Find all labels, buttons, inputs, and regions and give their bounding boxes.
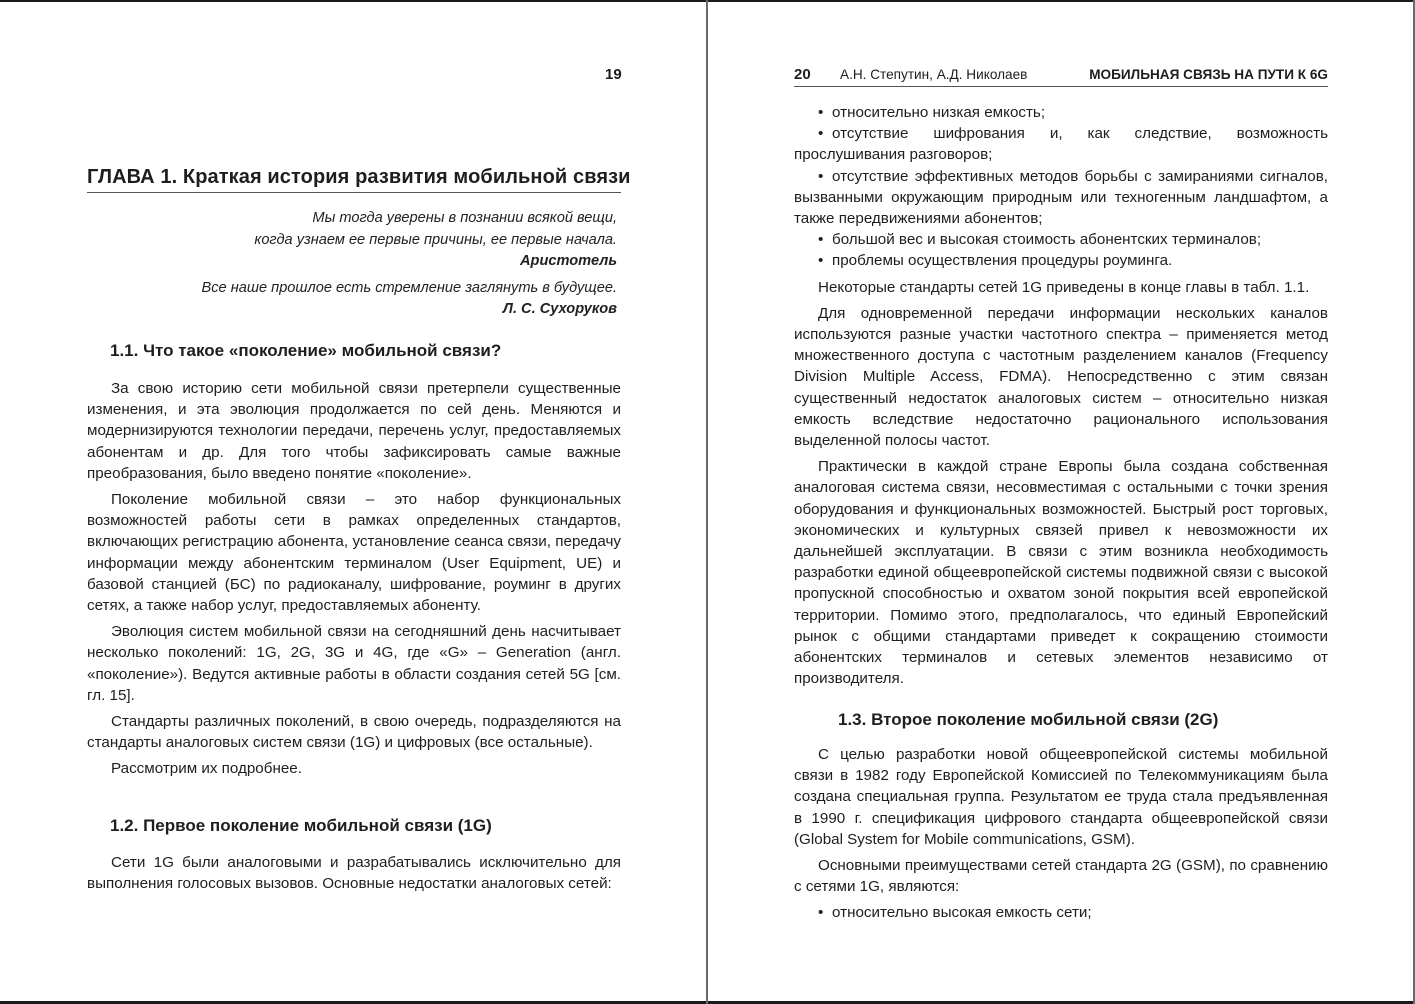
bullet-icon: • <box>818 104 824 121</box>
paragraph: С целью разработки новой общеевропейской системы мобильной связи в 1982 году Европейской Комиссией по Телекоммуникациям была создана специальная группа. Результатом ее труда стала предъявленная в 1990 г. спецификация цифрового стандарта общеевропейской связи (Global System for Mobile communications, GSM). <box>794 746 1328 848</box>
section-heading-1-3: 1.3. Второе поколение мобильной связи (2G) <box>838 710 1219 729</box>
page-number: 20 <box>794 66 811 83</box>
paragraph: Некоторые стандарты сетей 1G приведены в конце главы в табл. 1.1. <box>818 278 1310 296</box>
chapter-title: ГЛАВА 1. Краткая история развития мобильной связи <box>87 166 621 193</box>
bullet-icon: • <box>818 167 824 185</box>
bullet-text: относительно высокая емкость сети; <box>832 904 1092 922</box>
bullet-icon: • <box>818 231 824 249</box>
paragraph: За свою историю сети мобильной связи претерпели существенные изменения, и эта эволюция продолжается по сей день. Меняются и модернизируются технологии передачи, перечень услуг, предоставляемых абонентам и др. Для того чтобы зафиксировать самые важные преобразования, было введено понятие «поколение». <box>87 380 621 482</box>
bullet-item <box>794 902 1328 923</box>
section-1-3-body <box>794 744 1328 924</box>
bullet-icon: • <box>818 125 824 143</box>
paragraph: Рассмотрим их подробнее. <box>111 760 302 778</box>
section-heading-1-1: 1.1. Что такое «поколение» мобильной связи? <box>110 341 502 360</box>
epigraph-line: Все наше прошлое есть стремление заглянуть в будущее. <box>201 279 617 296</box>
bullet-item <box>794 250 1328 271</box>
paragraph: Стандарты различных поколений, в свою очередь, подразделяются на стандарты аналоговых систем связи (1G) и цифровых (все остальные). <box>87 713 621 752</box>
paragraph: Эволюция систем мобильной связи на сегодняшний день насчитывает несколько поколений: 1G, 2G, 3G и 4G, где «G» – Generation (англ. «поколение»). Ведутся активные работы в области создания сетей 5G [см. гл. 15]. <box>87 623 621 704</box>
paragraph: Поколение мобильной связи – это набор функциональных возможностей работы сети в рамках определенных стандартов, включающих регистрацию абонента, установление сеанса связи, передачу информации между абонентским терминалом (User Equipment, UE) и базовой станцией (БС) по радиоканалу, шифрование, роуминг в других сетях, а также набор услуг, предоставляемых абоненту. <box>87 491 621 615</box>
section-1-2-continued <box>794 102 1328 694</box>
epigraph-author: Л. С. Сухоруков <box>502 301 617 317</box>
paragraph: Для одновременной передачи информации нескольких каналов используются разные участки частотного спектра – применяется метод множественного доступа с частотным разделением каналов (Frequency Division Multiple Access, FDMA). Непосредственно с этим связан существенный недостаток аналоговых систем – относительно низкая емкость вследствие недостаточно рационального использования выделенной полосы частот. <box>794 304 1328 450</box>
page-number: 19 <box>605 66 622 83</box>
epigraph-line: когда узнаем ее первые причины, ее первые начала. <box>254 231 617 248</box>
bullet-text: проблемы осуществления процедуры роуминга. <box>832 252 1173 270</box>
paragraph: Сети 1G были аналоговыми и разрабатывались исключительно для выполнения голосовых вызовов. Основные недостатки аналоговых сетей: <box>87 854 621 893</box>
bullet-icon: • <box>818 904 824 922</box>
bullet-item <box>794 123 1328 165</box>
paragraph: Практически в каждой стране Европы была создана собственная аналоговая система связи, несовместимая с остальными с точки зрения оборудования и функциональных возможностей. Быстрый рост торговых, экономических и культурных связей привел к невозможности их дальнейшей эксплуатации. В связи с этим возникла необходимость разработки единой общеевропейской системы подвижной связи с высокой пропускной способностью и охватом зоной покрытия всей европейской территории. Помимо этого, предполагалось, что единый Европейский рынок с общими стандартами приведет к сокращению стоимости абонентских терминалов и сетевых элементов независимо от производителя. <box>794 458 1328 688</box>
paragraph: Основными преимуществами сетей стандарта 2G (GSM), по сравнению с сетями 1G, являются: <box>794 857 1328 896</box>
section-heading-1-2: 1.2. Первое поколение мобильной связи (1G) <box>110 816 492 835</box>
section-1-2-body <box>87 852 621 899</box>
bullet-text: большой вес и высокая стоимость абонентских терминалов; <box>832 231 1262 249</box>
bullet-text: отсутствие шифрования и, как следствие, возможность прослушивания разговоров; <box>794 125 1328 164</box>
bullet-text: отсутствие эффективных методов борьбы с замираниями сигналов, вызванными окружающим природным или техногенным ландшафтом, а также передвижениями абонентов; <box>794 167 1328 228</box>
bullet-icon: • <box>818 252 824 270</box>
right-page <box>708 0 1413 1004</box>
running-header <box>794 66 1328 87</box>
epigraph-author: Аристотель <box>519 253 617 269</box>
bullet-item <box>794 229 1328 250</box>
bullet-text: относительно низкая емкость; <box>832 104 1046 121</box>
header-book-title: МОБИЛЬНАЯ СВЯЗЬ НА ПУТИ К 6G <box>1089 67 1328 82</box>
header-authors: А.Н. Степутин, А.Д. Николаев <box>840 67 1028 82</box>
epigraphs <box>87 208 617 321</box>
section-1-1-body <box>87 378 621 785</box>
bullet-item <box>794 166 1328 230</box>
bullet-item <box>794 102 1328 123</box>
epigraph-line: Мы тогда уверены в познании всякой вещи, <box>312 210 617 226</box>
left-page <box>0 0 706 1004</box>
